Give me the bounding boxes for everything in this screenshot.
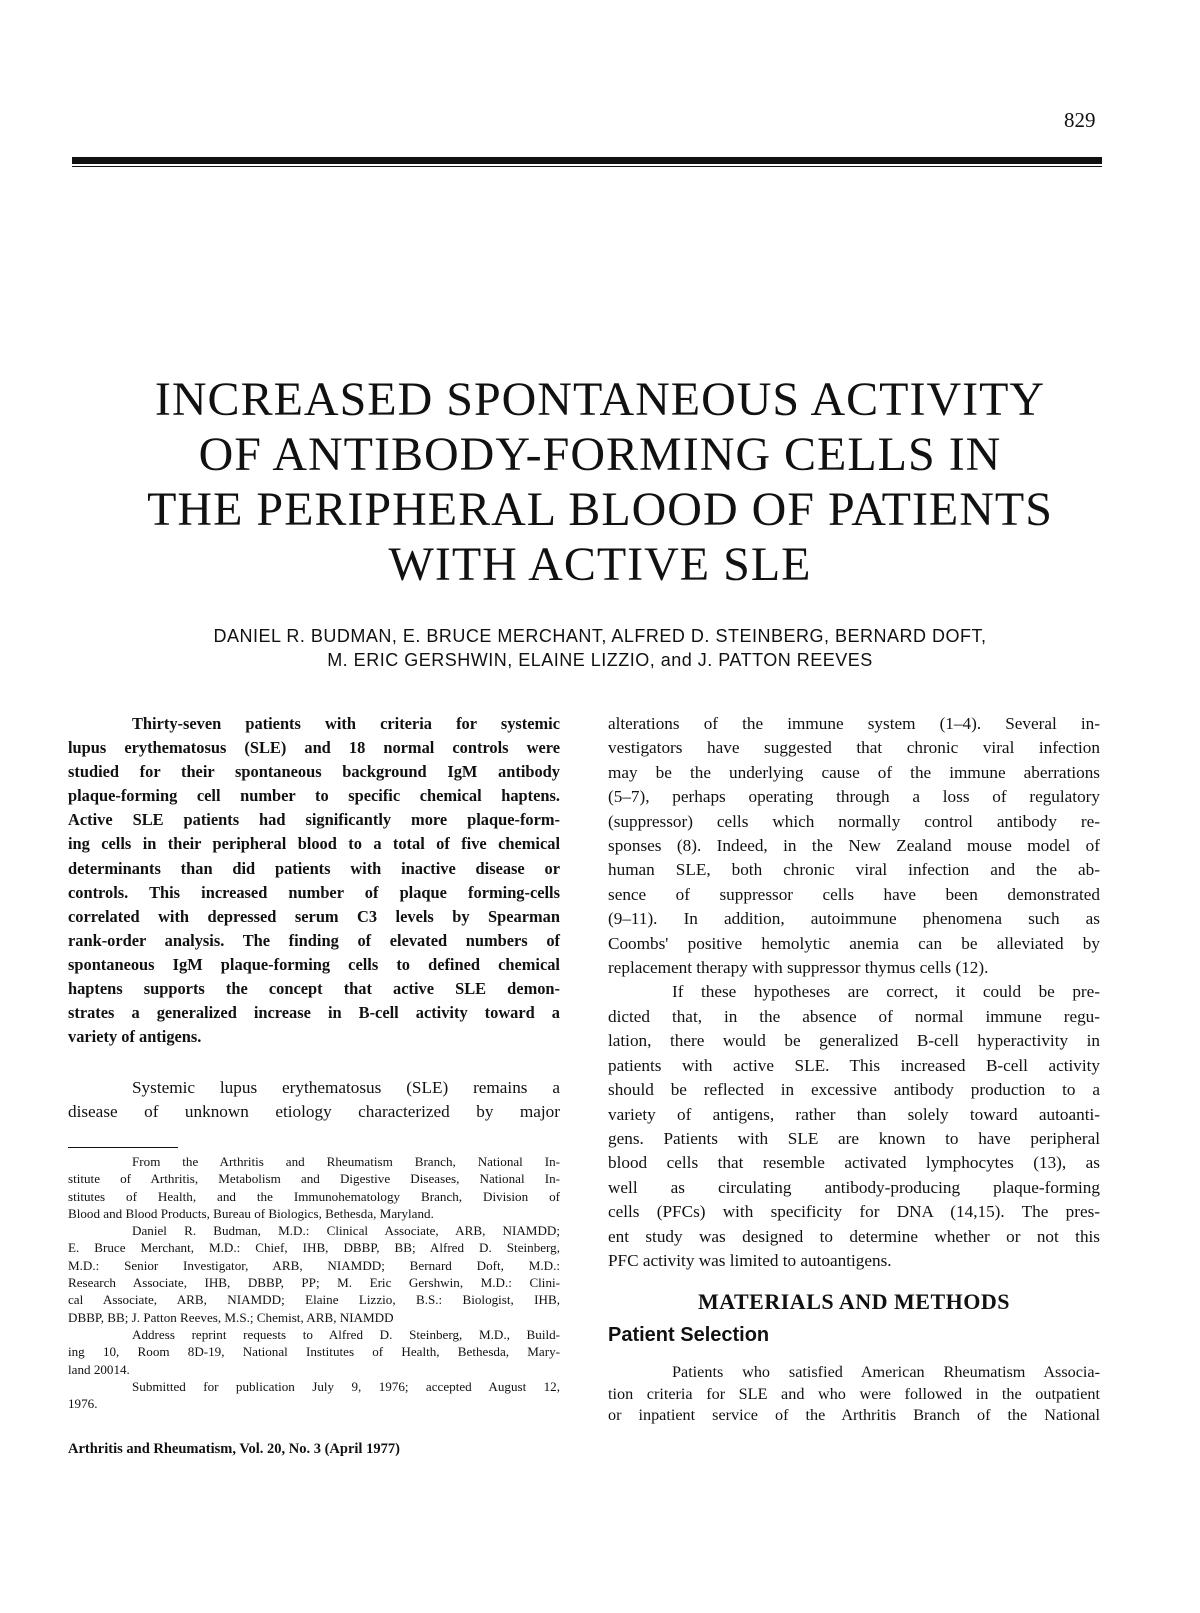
body-line: Coombs' positive hemolytic anemia can be alleviated by [608,933,1100,953]
journal-citation: Arthritis and Rheumatism, Vol. 20, No. 3 (April 1977) [68,1441,400,1457]
body-line: tion criteria for SLE and who were followed in the outpatient [608,1384,1100,1403]
abstract-line: rank-order analysis. The finding of elevated numbers of [68,930,560,950]
footnote-line: stitute of Arthritis, Metabolism and Digestive Diseases, National In- [68,1171,560,1187]
footnote-rule [68,1147,178,1148]
footnote-line: cal Associate, ARB, NIAMDD; Elaine Lizzio, B.S.: Biologist, IHB, [68,1292,560,1308]
body-line: (suppressor) cells which normally control antibody re- [608,811,1100,831]
footnote-line: land 20014. [68,1361,130,1377]
body-line: lation, there would be generalized B-cell hyperactivity in [608,1031,1100,1051]
body-line: may be the underlying cause of the immune aberrations [608,762,1100,782]
body-line: should be reflected in excessive antibody production to a [608,1080,1100,1100]
body-line: sponses (8). Indeed, in the New Zealand mouse model of [608,836,1100,856]
title-line: INCREASED SPONTANEOUS ACTIVITY [154,373,1046,426]
abstract-line: haptens supports the concept that active SLE demon- [68,979,560,999]
body-line: blood cells that resemble activated lymphocytes (13), as [608,1153,1100,1173]
right-column-text [608,712,1100,1273]
body-line: (9–11). In addition, autoimmune phenomena such as [608,909,1100,929]
body-line: variety of antigens, rather than solely toward autoanti- [608,1104,1100,1124]
footnote-line: E. Bruce Merchant, M.D.: Chief, IHB, DBBP, BB; Alfred D. Steinberg, [68,1240,560,1256]
abstract-line: plaque-forming cell number to specific chemical haptens. [68,786,560,806]
abstract-line: controls. This increased number of plaque forming-cells [68,882,560,902]
footnote-line: From the Arthritis and Rheumatism Branch, National In- [132,1154,560,1169]
abstract-line: variety of antigens. [68,1027,202,1047]
title-line: WITH ACTIVE SLE [388,538,812,591]
page-number: 829 [1064,108,1096,132]
body-line: (5–7), perhaps operating through a loss of regulatory [608,787,1100,807]
section-heading: MATERIALS AND METHODS [697,1289,1011,1314]
footnote-line: DBBP, BB; J. Patton Reeves, M.S.; Chemist, ARB, NIAMDD [68,1309,394,1325]
footnote-line: Daniel R. Budman, M.D.: Clinical Associate, ARB, NIAMDD; [132,1223,560,1239]
title-line: THE PERIPHERAL BLOOD OF PATIENTS [147,483,1053,536]
abstract-line: lupus erythematosus (SLE) and 18 normal controls were [68,738,560,758]
body-line: Systemic lupus erythematosus (SLE) remains a [132,1078,560,1097]
footnote-line: Submitted for publication July 9, 1976; accepted August 12, [132,1378,560,1394]
body-line: If these hypotheses are correct, it could be pre- [672,982,1100,1002]
introduction-paragraph [68,1076,560,1125]
footnote-line: Research Associate, IHB, DBBP, PP; M. Eric Gershwin, M.D.: Clini- [68,1275,560,1291]
body-line: gens. Patients with SLE are known to have peripheral [608,1128,1100,1148]
abstract-line: studied for their spontaneous background IgM antibody [68,762,560,782]
footnote-line: M.D.: Senior Investigator, ARB, NIAMDD; Bernard Doft, M.D.: [68,1257,560,1273]
abstract-line: spontaneous IgM plaque-forming cells to defined chemical [68,954,560,974]
header-rule-thick [72,157,1102,164]
abstract-line: correlated with depressed serum C3 levels by Spearman [68,906,560,926]
body-line: Patients who satisfied American Rheumatism Associa- [672,1363,1100,1381]
body-line: cells (PFCs) with specificity for DNA (14,15). The pres- [608,1202,1100,1222]
footnote-line: ing 10, Room 8D-19, National Institutes of Health, Bethesda, Mary- [68,1344,560,1360]
abstract-line: strates a generalized increase in B-cell activity toward a [68,1003,560,1023]
body-line: PFC activity was limited to autoantigens. [608,1250,892,1270]
body-line: replacement therapy with suppressor thymus cells (12). [608,958,989,978]
body-line: human SLE, both chronic viral infection and the ab- [608,860,1100,880]
body-line: sence of suppressor cells have been demonstrated [608,884,1100,904]
abstract-line: Active SLE patients had significantly more plaque-form- [68,810,560,830]
author-line: M. ERIC GERSHWIN, ELAINE LIZZIO, and J. PATTON REEVES [327,650,873,670]
abstract-line: Thirty-seven patients with criteria for systemic [132,714,560,733]
body-line: disease of unknown etiology characterized by major [68,1102,560,1122]
abstract [68,712,560,1049]
header-rule-thin [72,166,1102,167]
body-line: patients with active SLE. This increased B-cell activity [608,1055,1100,1075]
footnote-line: Blood and Blood Products, Bureau of Biologics, Bethesda, Maryland. [68,1205,434,1221]
abstract-line: ing cells in their peripheral blood to a total of five chemical [68,834,560,854]
body-line: vestigators have suggested that chronic viral infection [608,738,1100,758]
title-line: OF ANTIBODY-FORMING CELLS IN [198,428,1002,481]
author-list [60,624,1140,672]
footnote-line: 1976. [68,1396,98,1412]
article-title [40,372,1160,592]
footnotes [68,1153,560,1412]
body-line: alterations of the immune system (1–4). Several in- [608,714,1100,733]
footnote-line: Address reprint requests to Alfred D. Steinberg, M.D., Build- [132,1326,560,1342]
footnote-line: stitutes of Health, and the Immunohematology Branch, Division of [68,1188,560,1204]
subsection-heading: Patient Selection [608,1324,770,1346]
author-line: DANIEL R. BUDMAN, E. BRUCE MERCHANT, ALFRED D. STEINBERG, BERNARD DOFT, [213,626,987,646]
body-line: dicted that, in the absence of normal immune regu- [608,1006,1100,1026]
patient-selection-paragraph [608,1362,1100,1427]
body-line: or inpatient service of the Arthritis Branch of the National [608,1406,1100,1424]
body-line: ent study was designed to determine whether or not this [608,1226,1100,1246]
body-line: well as circulating antibody-producing plaque-forming [608,1177,1100,1197]
abstract-line: determinants than did patients with inactive disease or [68,858,560,878]
